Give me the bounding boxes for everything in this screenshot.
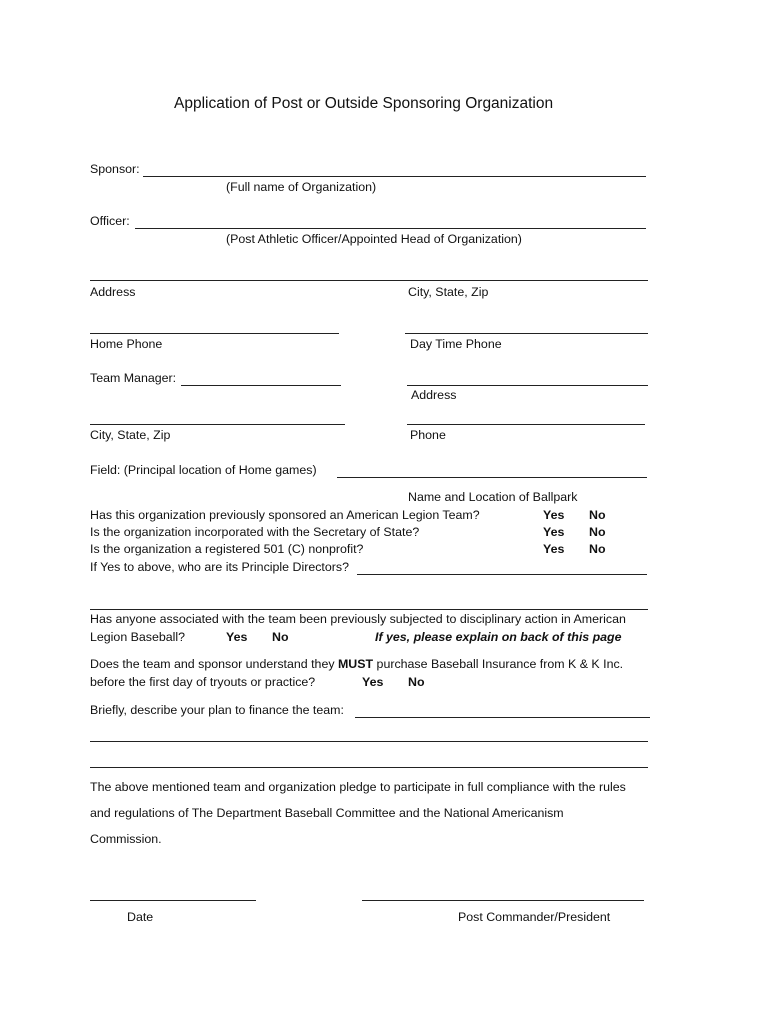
directors-label: If Yes to above, who are its Principle Directors? bbox=[90, 560, 349, 574]
question-nonprofit-yes[interactable]: Yes bbox=[543, 542, 565, 556]
officer-label: Officer: bbox=[90, 214, 130, 228]
finance-field[interactable] bbox=[355, 717, 650, 718]
manager-city-field[interactable] bbox=[90, 424, 345, 425]
pledge-line3: Commission. bbox=[90, 832, 162, 846]
team-manager-field[interactable] bbox=[181, 385, 341, 386]
day-phone-label: Day Time Phone bbox=[410, 337, 502, 351]
day-phone-field[interactable] bbox=[405, 333, 648, 334]
directors-field[interactable] bbox=[357, 574, 647, 575]
disciplinary-question-line1: Has anyone associated with the team been previously subjected to disciplinary action in American bbox=[90, 612, 626, 626]
ballpark-field[interactable] bbox=[337, 477, 647, 478]
question-previous-sponsor-no[interactable]: No bbox=[589, 508, 606, 522]
disciplinary-note: If yes, please explain on back of this page bbox=[375, 630, 622, 644]
question-incorporated-yes[interactable]: Yes bbox=[543, 525, 565, 539]
manager-address-label: Address bbox=[411, 388, 457, 402]
date-label: Date bbox=[127, 910, 154, 924]
commander-signature-field[interactable] bbox=[362, 900, 644, 901]
manager-phone-label: Phone bbox=[410, 428, 446, 442]
team-manager-label: Team Manager: bbox=[90, 371, 177, 385]
address-field[interactable] bbox=[90, 280, 648, 281]
page-title: Application of Post or Outside Sponsoring Organization bbox=[174, 95, 554, 112]
field-label: Field: (Principal location of Home games) bbox=[90, 463, 317, 477]
insurance-no[interactable]: No bbox=[408, 675, 425, 689]
officer-caption: (Post Athletic Officer/Appointed Head of Organization) bbox=[226, 232, 522, 246]
sponsor-field[interactable] bbox=[143, 176, 646, 177]
home-phone-label: Home Phone bbox=[90, 337, 163, 351]
disciplinary-yes[interactable]: Yes bbox=[226, 630, 248, 644]
question-incorporated: Is the organization incorporated with the Secretary of State? bbox=[90, 525, 420, 539]
commander-label: Post Commander/President bbox=[458, 910, 611, 924]
directors-field-2[interactable] bbox=[90, 609, 648, 610]
address-label: Address bbox=[90, 285, 136, 299]
disciplinary-no[interactable]: No bbox=[272, 630, 289, 644]
insurance-yes[interactable]: Yes bbox=[362, 675, 384, 689]
question-nonprofit-no[interactable]: No bbox=[589, 542, 606, 556]
city-state-zip-label: City, State, Zip bbox=[408, 285, 489, 299]
question-previous-sponsor-yes[interactable]: Yes bbox=[543, 508, 565, 522]
date-field[interactable] bbox=[90, 900, 256, 901]
question-previous-sponsor: Has this organization previously sponsored an American Legion Team? bbox=[90, 508, 480, 522]
manager-phone-field[interactable] bbox=[407, 424, 645, 425]
finance-field-3[interactable] bbox=[90, 767, 648, 768]
insurance-question-line2: before the first day of tryouts or practice? bbox=[90, 675, 316, 689]
manager-city-label: City, State, Zip bbox=[90, 428, 171, 442]
sponsor-caption: (Full name of Organization) bbox=[226, 180, 377, 194]
pledge-line2: and regulations of The Department Baseball Committee and the National Americanism bbox=[90, 806, 564, 820]
ballpark-caption: Name and Location of Ballpark bbox=[408, 490, 578, 504]
sponsor-label: Sponsor: bbox=[90, 162, 140, 176]
insurance-question-line1 bbox=[90, 657, 623, 671]
manager-address-field[interactable] bbox=[407, 385, 648, 386]
disciplinary-question-line2: Legion Baseball? bbox=[90, 630, 186, 644]
pledge-line1: The above mentioned team and organization pledge to participate in full compliance with the rules bbox=[90, 780, 626, 794]
finance-label: Briefly, describe your plan to finance the team: bbox=[90, 703, 344, 717]
officer-field[interactable] bbox=[135, 228, 646, 229]
insurance-text-c: purchase Baseball Insurance from K & K Inc. bbox=[376, 657, 624, 671]
insurance-text-a: Does the team and sponsor understand they bbox=[90, 657, 335, 671]
question-incorporated-no[interactable]: No bbox=[589, 525, 606, 539]
finance-field-2[interactable] bbox=[90, 741, 648, 742]
insurance-must: MUST bbox=[337, 657, 374, 671]
question-nonprofit: Is the organization a registered 501 (C) nonprofit? bbox=[90, 542, 364, 556]
home-phone-field[interactable] bbox=[90, 333, 339, 334]
